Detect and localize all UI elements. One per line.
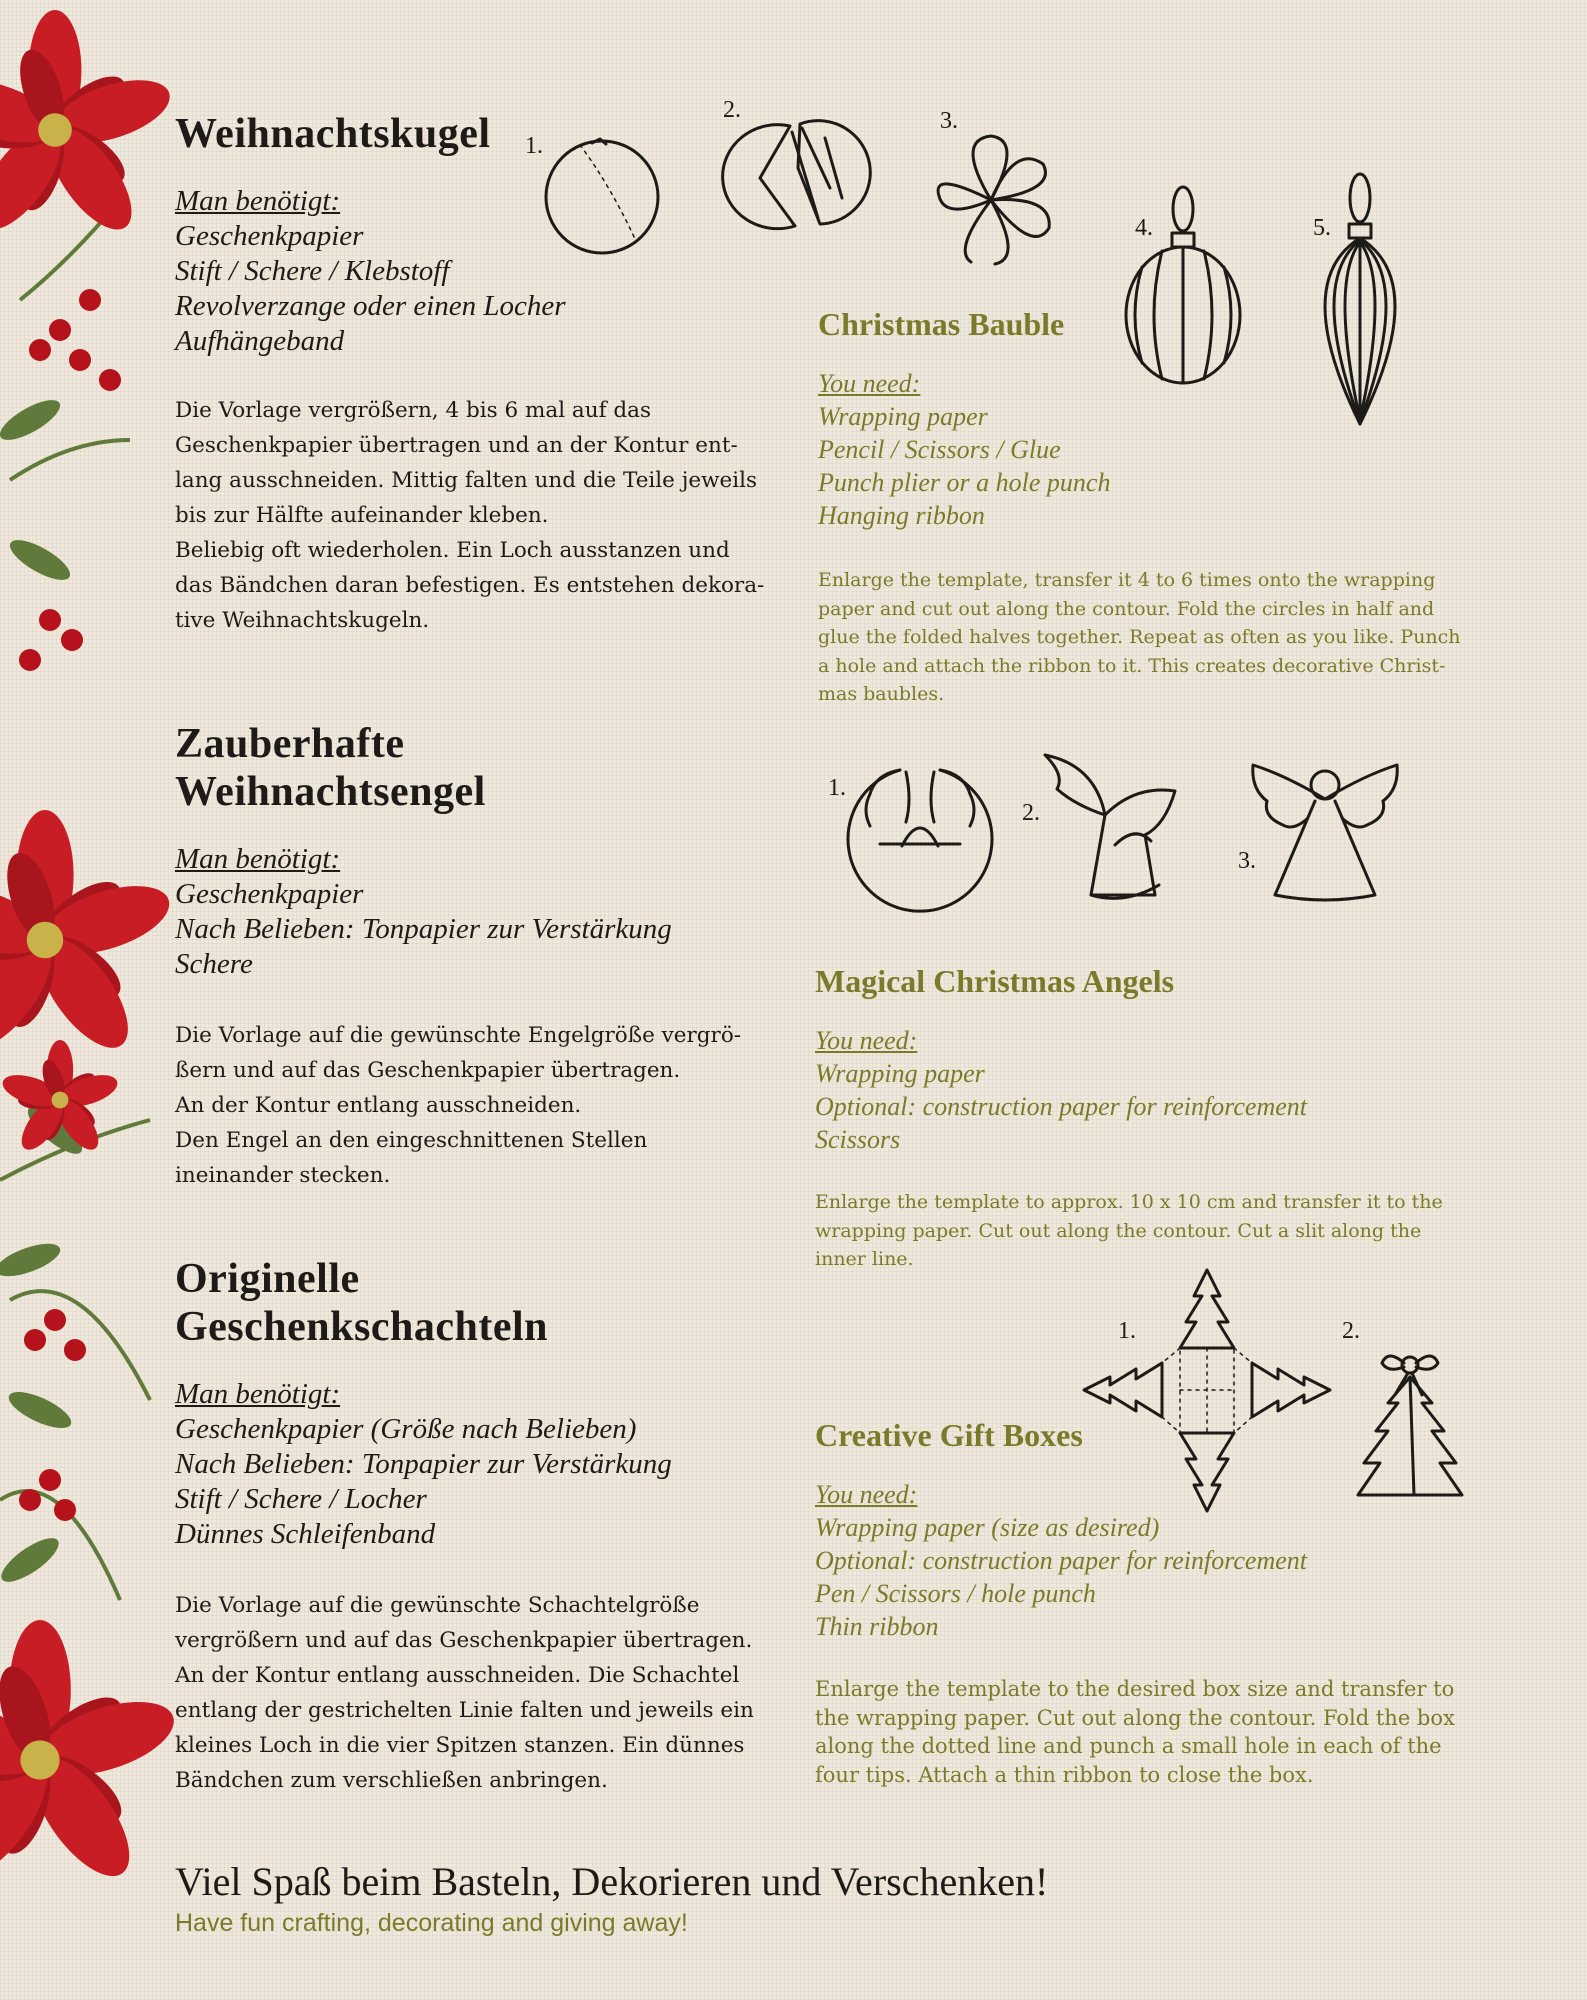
box-step-2-number: 2. [1342,1318,1360,1344]
angels-en-material: Optional: construction paper for reinforcement [815,1092,1308,1121]
leaf-icon [0,1531,65,1590]
bauble-step-4-number: 4. [1135,215,1153,241]
berry-icon [29,339,51,361]
boxes-en-material: Wrapping paper (size as desired) [815,1513,1160,1542]
berry-icon [54,1499,76,1521]
boxes-de-title-line1: Originelle [175,1256,360,1302]
angels-de-section [175,720,795,1193]
poinsettia-center-icon [27,922,63,958]
angels-en-needs-label: You need: [815,1026,918,1055]
poinsettia-center-icon [20,1740,59,1779]
angels-en-material: Wrapping paper [815,1059,985,1088]
boxes-de-instructions [175,1588,795,1798]
leaf-icon [4,1385,76,1435]
bauble-de-line: Die Vorlage vergrößern, 4 bis 6 mal auf das [175,398,651,423]
angels-de-material: Nach Belieben: Tonpapier zur Verstärkung [175,913,672,945]
leaf-icon [5,533,76,588]
bauble-step-2-number: 2. [723,97,741,123]
angel-step-3-icon [1245,755,1405,905]
footer-en: Have fun crafting, decorating and giving away! [175,1909,688,1937]
boxes-en-title: Creative Gift Boxes [815,1417,1083,1453]
angels-de-line: ineinander stecken. [175,1163,391,1188]
bauble-en-needs-label: You need: [818,369,921,398]
bauble-en-line: mas baubles. [818,683,945,705]
angels-en-line: inner line. [815,1248,914,1270]
boxes-en-line: the wrapping paper. Cut out along the contour. Fold the box [815,1705,1455,1730]
boxes-en-line: along the dotted line and punch a small hole in each of the [815,1734,1442,1758]
angels-de-material: Schere [175,948,253,980]
boxes-de-material: Dünnes Schleifenband [175,1518,436,1550]
poinsettia-center-icon [38,113,72,147]
boxes-en-material: Pen / Scissors / hole punch [815,1579,1096,1608]
footer [175,1858,1475,1938]
bauble-de-material: Geschenkpapier [175,220,364,252]
boxes-de-title-line2: Geschenkschachteln [175,1304,549,1350]
angels-de-title-line2: Weihnachtsengel [175,769,486,815]
berry-icon [99,369,121,391]
bauble-en-title: Christmas Bauble [818,306,1065,342]
angels-de-line: An der Kontur entlang ausschneiden. [175,1093,582,1118]
bauble-de-instructions [175,393,775,638]
bauble-en-instructions [818,566,1498,709]
boxes-en-needs-label: You need: [815,1480,918,1509]
angels-en-instructions [815,1188,1495,1274]
angels-en-material: Scissors [815,1125,901,1154]
bauble-en-line: Enlarge the template, transfer it 4 to 6 times onto the wrapping [818,569,1436,591]
bauble-en-material: Punch plier or a hole punch [818,468,1111,497]
bauble-en-section [818,305,1498,709]
bauble-en-line: a hole and attach the ribbon to it. This creates decorative Christ- [818,654,1446,677]
angel-step-1-number: 1. [828,775,846,801]
bauble-de-line: Geschenkpapier übertragen und an der Kontur ent- [175,433,738,458]
bauble-en-line: paper and cut out along the contour. Fold the circles in half and [818,597,1435,620]
boxes-de-section [175,1255,795,1798]
berry-icon [64,1339,86,1361]
bauble-en-material: Hanging ribbon [818,501,985,530]
bauble-de-section [175,110,775,638]
bauble-en-material: Wrapping paper [818,402,988,431]
angels-de-line: Die Vorlage auf die gewünschte Engelgröße vergrö- [175,1023,742,1048]
berry-icon [19,649,41,671]
boxes-en-section [815,1416,1515,1789]
berry-icon [39,1469,61,1491]
footer-de: Viel Spaß beim Basteln, Dekorieren und Verschenken! [175,1859,1049,1904]
berry-icon [24,1329,46,1351]
boxes-en-material: Thin ribbon [815,1612,939,1641]
angel-step-2-icon [1035,745,1185,905]
angels-en-line: wrapping paper. Cut out along the contour. Cut a slit along the [815,1219,1422,1242]
bauble-en-line: glue the folded halves together. Repeat as often as you like. Punch [818,626,1461,648]
bauble-de-line: tive Weihnachtskugeln. [175,608,430,633]
angels-de-line: Den Engel an den eingeschnittenen Stellen [175,1128,648,1153]
bauble-step-1-number: 1. [525,133,543,159]
berry-icon [39,609,61,631]
boxes-de-line: Bändchen zum verschließen anbringen. [175,1768,608,1793]
bauble-step-2-icon [730,118,875,233]
bauble-de-line: lang ausschneiden. Mittig falten und die Teile jeweils [175,468,758,493]
berry-icon [44,1309,66,1331]
boxes-de-needs-label: Man benötigt: [175,1378,341,1410]
leaf-icon [0,1237,64,1283]
bauble-step-3-icon [925,130,1060,270]
bauble-de-material: Stift / Schere / Klebstoff [175,255,450,287]
poinsettia-border [0,0,175,2000]
boxes-de-material: Nach Belieben: Tonpapier zur Verstärkung [175,1448,672,1480]
angels-en-section [815,962,1495,1274]
bauble-de-material: Aufhängeband [175,325,345,357]
boxes-de-material: Stift / Schere / Locher [175,1483,427,1515]
boxes-de-material: Geschenkpapier (Größe nach Belieben) [175,1413,637,1445]
angels-de-needs-label: Man benötigt: [175,843,341,875]
angels-de-title-line1: Zauberhafte [175,721,405,767]
angel-step-2-number: 2. [1022,800,1040,826]
boxes-en-material: Optional: construction paper for reinforcement [815,1546,1308,1575]
boxes-en-instructions [815,1675,1515,1789]
stem-icon [10,440,130,480]
boxes-de-line: An der Kontur entlang ausschneiden. Die Schachtel [175,1663,740,1688]
bauble-de-needs-label: Man benötigt: [175,185,341,217]
angels-en-line: Enlarge the template to approx. 10 x 10 cm and transfer it to the [815,1191,1443,1213]
angel-step-1-icon [840,760,1000,915]
bauble-de-title: Weihnachtskugel [175,111,491,157]
berry-icon [79,289,101,311]
berry-icon [19,1489,41,1511]
berry-icon [49,319,71,341]
bauble-de-material: Revolverzange oder einen Locher [175,290,566,322]
boxes-en-line: Enlarge the template to the desired box size and transfer to [815,1677,1455,1701]
bauble-en-material: Pencil / Scissors / Glue [818,435,1061,464]
angels-de-line: ßern und auf das Geschenkpapier übertragen. [175,1058,681,1083]
bauble-step-3-number: 3. [940,108,958,134]
box-step-1-number: 1. [1118,1318,1136,1344]
boxes-de-line: Die Vorlage auf die gewünschte Schachtelgröße [175,1593,700,1618]
angel-step-3-number: 3. [1238,848,1256,874]
bauble-step-1-icon [540,135,670,255]
boxes-de-line: entlang der gestrichelten Linie falten und jeweils ein [175,1698,754,1723]
bauble-de-line: bis zur Hälfte aufeinander kleben. [175,503,549,528]
angels-de-instructions [175,1018,795,1193]
boxes-en-line: four tips. Attach a thin ribbon to close the box. [815,1762,1314,1787]
bauble-step-5-number: 5. [1313,215,1331,241]
boxes-de-line: kleines Loch in die vier Spitzen stanzen. Ein dünnes [175,1733,745,1758]
bauble-de-line: Beliebig oft wiederholen. Ein Loch ausstanzen und [175,538,730,563]
leaf-icon [0,393,65,448]
berry-icon [61,629,83,651]
berry-icon [69,349,91,371]
angels-de-material: Geschenkpapier [175,878,364,910]
angels-en-title: Magical Christmas Angels [815,963,1175,999]
bauble-de-line: das Bändchen daran befestigen. Es entstehen dekora- [175,573,765,598]
poinsettia-center-icon [52,1092,69,1109]
boxes-de-line: vergrößern und auf das Geschenkpapier übertragen. [175,1628,753,1653]
